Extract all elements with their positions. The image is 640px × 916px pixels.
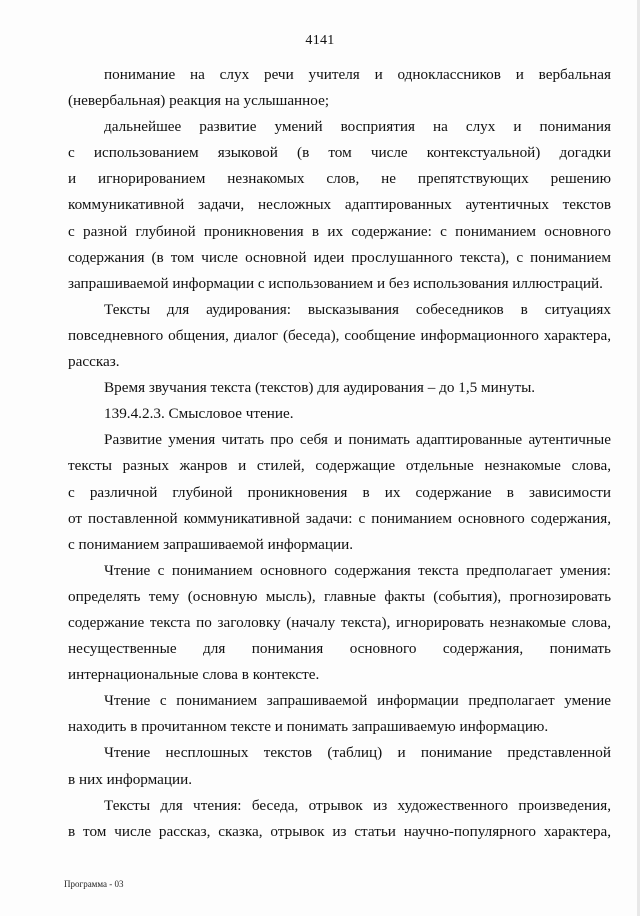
text-line: тексты разных жанров и стилей, содержащие отдельные незнакомые слова, [68, 457, 611, 475]
text-line: рассказ. [68, 353, 120, 371]
text-line: с пониманием запрашиваемой информации. [68, 535, 354, 553]
text-line: Тексты для аудирования: высказывания собеседников в ситуациях [104, 300, 611, 318]
page-footer: Программа - 03 [64, 879, 124, 889]
text-line: 139.4.2.3. Смысловое чтение. [104, 405, 294, 423]
text-line: понимание на слух речи учителя и одноклассников и вербальная [104, 66, 611, 83]
text-line: повседневного общения, диалог (беседа), сообщение информационного характера, [68, 326, 611, 344]
text-line: Чтение с пониманием запрашиваемой информации предполагает умение [104, 692, 611, 710]
text-line: содержание текста по заголовку (началу текста), игнорировать незнакомые слова, [68, 613, 611, 631]
text-line: с разной глубиной проникновения в их содержание: с пониманием основного [68, 222, 611, 240]
text-line: Тексты для чтения: беседа, отрывок из художественного произведения, [104, 796, 611, 814]
text-line: запрашиваемой информации с использованием и без использования иллюстраций. [68, 274, 603, 292]
text-line: Чтение с пониманием основного содержания текста предполагает умения: [104, 561, 611, 579]
text-line: интернациональные слова в контексте. [68, 666, 320, 684]
text-line: и игнорированием незнакомых слов, не препятствующих решению [68, 170, 611, 188]
text-line: с использованием языковой (в том числе контекстуальной) догадки [68, 144, 611, 162]
page-number: 4141 [305, 33, 335, 48]
text-line: коммуникативной задачи, несложных адаптированных аутентичных текстов [68, 196, 611, 214]
text-line: в них информации. [68, 770, 193, 788]
text-line: Чтение несплошных текстов (таблиц) и понимание представленной [104, 744, 611, 762]
body-text [68, 62, 611, 845]
text-line: содержания (в том числе основной идеи прослушанного текста), с пониманием [68, 248, 611, 266]
text-line: Развитие умения читать про себя и понимать адаптированные аутентичные [104, 431, 611, 449]
text-line: несущественные для понимания основного содержания, понимать [68, 640, 611, 658]
text-line: в том числе рассказ, сказка, отрывок из статьи научно-популярного характера, [68, 822, 611, 840]
text-line: Время звучания текста (текстов) для аудирования – до 1,5 минуты. [104, 379, 536, 397]
text-line: определять тему (основную мысль), главные факты (события), прогнозировать [68, 587, 611, 605]
text-line: находить в прочитанном тексте и понимать запрашиваемую информацию. [68, 718, 549, 736]
text-line: (невербальная) реакция на услышанное; [68, 92, 330, 110]
text-line: с различной глубиной проникновения в их содержание в зависимости [68, 483, 611, 501]
text-line: дальнейшее развитие умений восприятия на слух и понимания [104, 118, 611, 136]
text-line: от поставленной коммуникативной задачи: с пониманием основного содержания, [68, 509, 611, 527]
